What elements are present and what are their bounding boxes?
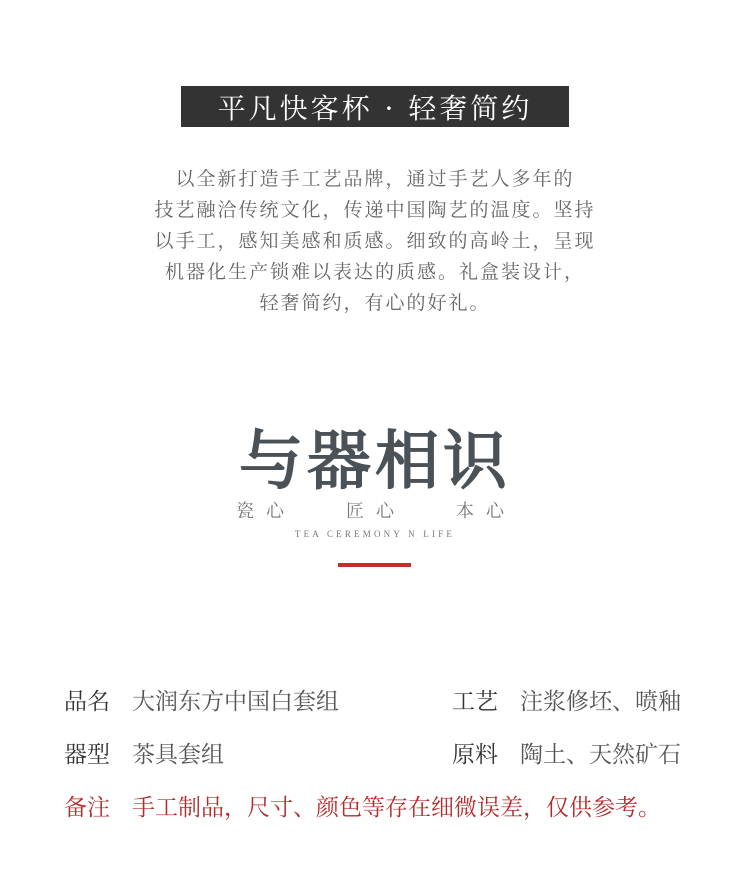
section-title: 与器相识 [239,425,511,499]
spec-material [452,736,681,769]
section-subtitle-en: TEA CEREMONY N LIFE [294,529,456,539]
intro-paragraph [100,164,650,319]
accent-divider [338,563,411,567]
banner-title: 平凡快客杯 · 轻奢简约 [181,86,569,127]
spec-value: 手工制品，尺寸、颜色等存在细微误差，仅供参考。 [132,795,661,821]
spec-product-name [64,683,339,716]
subtitle-item: 匠心 [346,501,406,522]
intro-line: 轻奢简约，有心的好礼。 [259,292,491,314]
spec-value: 茶具套组 [132,742,224,768]
intro-line: 以手工，感知美感和质感。细致的高岭土，呈现 [154,230,596,252]
spec-value: 注浆修坯、喷釉 [520,689,681,715]
subtitle-item: 瓷心 [236,501,296,522]
intro-line: 机器化生产锁难以表达的质感。礼盒装设计， [164,261,585,283]
section-subtitle [236,497,516,523]
spec-label: 工艺 [452,689,498,715]
intro-line: 以全新打造手工艺品牌，通过手艺人多年的 [175,168,575,190]
spec-label: 备注 [64,795,110,821]
intro-line: 技艺融洽传统文化，传递中国陶艺的温度。坚持 [154,199,596,221]
subtitle-item: 本心 [456,501,516,522]
spec-craft [452,683,681,716]
spec-label: 品名 [64,689,110,715]
spec-label: 器型 [64,742,110,768]
spec-note [64,789,661,822]
spec-value: 陶土、天然矿石 [520,742,681,768]
spec-type [64,736,224,769]
spec-value: 大润东方中国白套组 [132,689,339,715]
spec-label: 原料 [452,742,498,768]
